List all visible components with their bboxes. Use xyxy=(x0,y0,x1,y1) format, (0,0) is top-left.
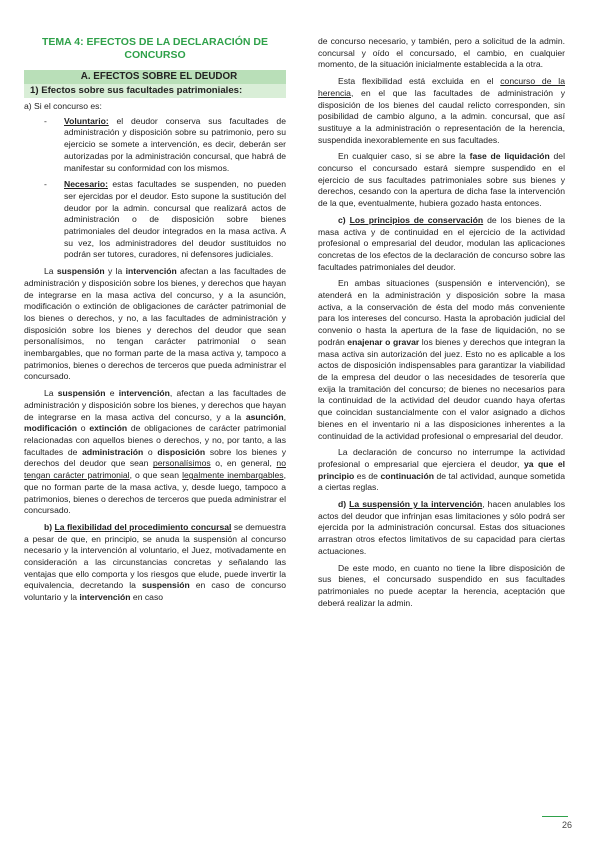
term-modificacion: modificación xyxy=(24,423,78,434)
necesario-paragraph xyxy=(64,179,286,261)
paragraph-flexibilidad xyxy=(24,522,286,604)
term-liquidacion: fase de liquidación xyxy=(469,151,550,162)
text: En cualquier caso, si se abre la xyxy=(338,151,470,162)
page-title: TEMA 4: EFECTOS DE LA DECLARACIÓN DE CONCURSO xyxy=(42,36,268,61)
voluntario-term: Voluntario: xyxy=(64,115,109,126)
paragraph-continuation: de concurso necesario, y también, pero a solicitud de la admin. concursal y oído el concursado, el cambio, en cualquier momento, de la situación inicialmente establecida a la otra. xyxy=(318,36,565,70)
intro-a: a) Si el concurso es: xyxy=(24,101,102,111)
term-inembargables: legalmente inembargables xyxy=(182,470,284,481)
term-continuacion: continuación xyxy=(380,470,434,481)
text: se demuestra a pesar de que, en principio, se anuda la suspensión al concurso necesario y la intervención al voluntario, el Juez, motivadamente en consideración a las circunstancias concretas y señalando las ventajas que ello comporta y los riesgos que elude, puede invertir la equivalencia, decretando la xyxy=(24,521,286,591)
term-disposicion: disposición xyxy=(157,446,206,457)
left-column xyxy=(24,36,286,609)
text: La declaración de concurso no interrumpe la actividad profesional o empresarial que ejerciera el deudor, xyxy=(318,447,565,469)
paragraph-herencia xyxy=(318,76,565,146)
dash-bullet: - xyxy=(44,179,47,190)
term-enajenar: enajenar o gravar xyxy=(347,336,420,347)
text: , xyxy=(283,411,286,422)
label-c: c) xyxy=(338,214,350,225)
list-item-voluntario xyxy=(44,116,286,175)
dash-bullet: - xyxy=(44,115,47,126)
text: los bienes y derechos que integran la masa activa sin autorización del juez. Esto no es aplicable a los actos de disposición indispensables para garantizar la viabilidad de la empresa del deudor o las necesidades de tesorería que exija la tramitación del concurso; de bienes no necesarios para la continuidad de la actividad del deudor cuando haya ofertas que coincidan sustancialmente con el valor asignado a dichos bienes en el inventario ni a las disposiciones inherentes a la continuidad de la actividad profesional o empresarial del deudor. xyxy=(318,336,565,441)
term-extincion: extinción xyxy=(89,423,128,434)
term-intervencion: intervención xyxy=(125,266,177,277)
section-heading-a: A. EFECTOS SOBRE EL DEUDOR xyxy=(24,70,286,84)
term-conservacion: Los principios de conservación xyxy=(349,214,484,225)
paragraph-ambas-situaciones xyxy=(318,278,565,442)
text: , afectan a las facultades de administración y disposición sobre los bienes, y derechos que hayan de integrarse en la masa activa del concurso, y a la xyxy=(24,388,286,422)
text: del concurso el concursado estará siempre suspendido en el ejercicio de sus facultades patrimoniales sobre sus bienes y derechos, cesando con la apertura de dicha fase la intervención de la que, eventualmente, hubiera gozado hasta entonces. xyxy=(318,151,565,209)
text: es de xyxy=(354,470,381,481)
page-number: 26 xyxy=(562,820,573,830)
text: , en el que las facultades de administración y disposición de los bienes del caudal relicto corresponden, sin posibilidad de cambio alguno, a la admin. concursal, que así sustituye a la administración o representación de la herencia, suspendida inexorablemente en sus facultades. xyxy=(318,87,565,145)
text: e xyxy=(105,388,119,399)
term-principio: ya que el principio xyxy=(318,458,565,481)
right-column xyxy=(318,36,565,614)
text: de tal actividad, aunque sometida a ciertas reglas. xyxy=(318,470,565,493)
paragraph-suspension-1 xyxy=(24,266,286,383)
text: Esta flexibilidad está excluida en el xyxy=(338,76,501,87)
subsection-heading-1: 1) Efectos sobre sus facultades patrimoniales: xyxy=(24,84,286,98)
list-item-necesario xyxy=(44,179,286,261)
necesario-text: estas facultades se suspenden, no pueden ser ejercidas por el deudor. Esto supone la sustitución del deudor por la admin. concursal que realizará actos de administración o de disposición sobre bienes patrimoniales del deudor integrados en la masa activa. A su vez, los administradores del deudor sustituidos no podrán ser tutores, curadores, ni defensores judiciales. xyxy=(64,179,286,260)
text: afectan a las facultades de administración y disposición sobre los bienes, y derechos que hayan de integrarse en la masa activa del concurso, y a la asunción, modificación o extinción de obligaciones de carácter patrimonial de los bienes o derechos, y no, a las facultades de administración y disposición sobre los bienes y derechos del deudor que sean personalísimos, no tengan carácter patrimonial o sean inembargables, que no forman parte de la masa activa y, tampoco a patrimonios, bienes o derechos de terceros que pueda administrar el concursado. xyxy=(24,266,286,382)
page-number-rule xyxy=(542,816,568,817)
voluntario-paragraph xyxy=(64,116,286,175)
text: de los bienes de la masa activa y de continuidad en el ejercicio de la actividad profesional o empresarial del deudor, modulan las aplicaciones concretas de los efectos de la declaración de concurso sobre las facultades patrimoniales del deudor. xyxy=(318,214,565,272)
text: en caso xyxy=(130,592,164,603)
term-intervencion: intervención xyxy=(118,388,170,399)
voluntario-text: el deudor conserva sus facultades de administración y disposición sobre su patrimonio, pero su ejercicio se somete a intervención, es decir, deberán ser autorizadas por la administración concursal, que habrá de manifestar su conformidad con los mismos. xyxy=(64,115,286,173)
text: , hacen anulables los actos del deudor que infrinjan esas limitaciones y sólo podrá ser ejercida por la administración concursal. Estas dos situaciones arrastran otros efectos limitativos de su capacidad para ciertas actuaciones. xyxy=(318,499,565,556)
paragraph-suspension-2 xyxy=(24,388,286,517)
paragraph-conservacion xyxy=(318,215,565,274)
term-asuncion: asunción xyxy=(245,411,284,422)
term-no-patrimonial: no tengan carácter patrimonial xyxy=(24,458,286,481)
text: , que no forman parte de la masa activa, y, desde luego, tampoco a patrimonios, bienes o derechos de terceros que pueda administrar el concursado. xyxy=(24,470,286,516)
paragraph-liquidacion xyxy=(318,151,565,210)
term-suspension: suspensión xyxy=(56,266,105,277)
term-suspension: suspensión xyxy=(57,388,106,399)
text: en caso de concurso voluntario y la xyxy=(24,580,286,603)
text: En ambas situaciones (suspensión e intervención), se atenderá en la administración y disposición sobre la masa activa, a la conservación de ésta del modo más conveniente para los intereses del concurso. Hasta la aprobación judicial del convenio o hasta la apertura de la fase de liquidación, no se podrán xyxy=(318,278,565,347)
term-flexibilidad: La flexibilidad del procedimiento concursal xyxy=(54,521,232,532)
text: o xyxy=(143,446,158,457)
text: de obligaciones de carácter patrimonial relacionadas con aquellos bienes o derechos, y no, por tanto, a las facultades de xyxy=(24,423,286,457)
paragraph-continuacion xyxy=(318,447,565,494)
text: y la xyxy=(104,266,126,277)
term-intervencion: intervención xyxy=(79,592,131,603)
paragraph-herencia-aceptacion: De este modo, en cuanto no tiene la libre disposición de sus bienes, el concursado suspendido en sus facultades patrimoniales no puede aceptar la herencia, aceptación que deberá realizar la admin. xyxy=(318,562,565,608)
term-administracion: administración xyxy=(82,446,144,457)
text: sobre los bienes y derechos del deudor que sean xyxy=(24,446,286,469)
text: La xyxy=(44,388,58,399)
label-b: b) xyxy=(44,521,55,532)
text: , o que sean xyxy=(129,470,183,481)
text: o, en general, xyxy=(210,458,277,469)
term-suspension-intervencion: La suspensión y la intervención xyxy=(349,499,483,510)
text: o xyxy=(77,423,90,434)
necesario-term: Necesario: xyxy=(64,179,108,190)
term-personalisimos: personalísimos xyxy=(152,458,211,469)
text: La xyxy=(44,266,57,277)
label-d: d) xyxy=(338,499,350,510)
term-suspension: suspensión xyxy=(141,580,190,591)
term-herencia: concurso de la herencia xyxy=(318,76,565,98)
paragraph-suspension-intervencion xyxy=(318,499,565,558)
